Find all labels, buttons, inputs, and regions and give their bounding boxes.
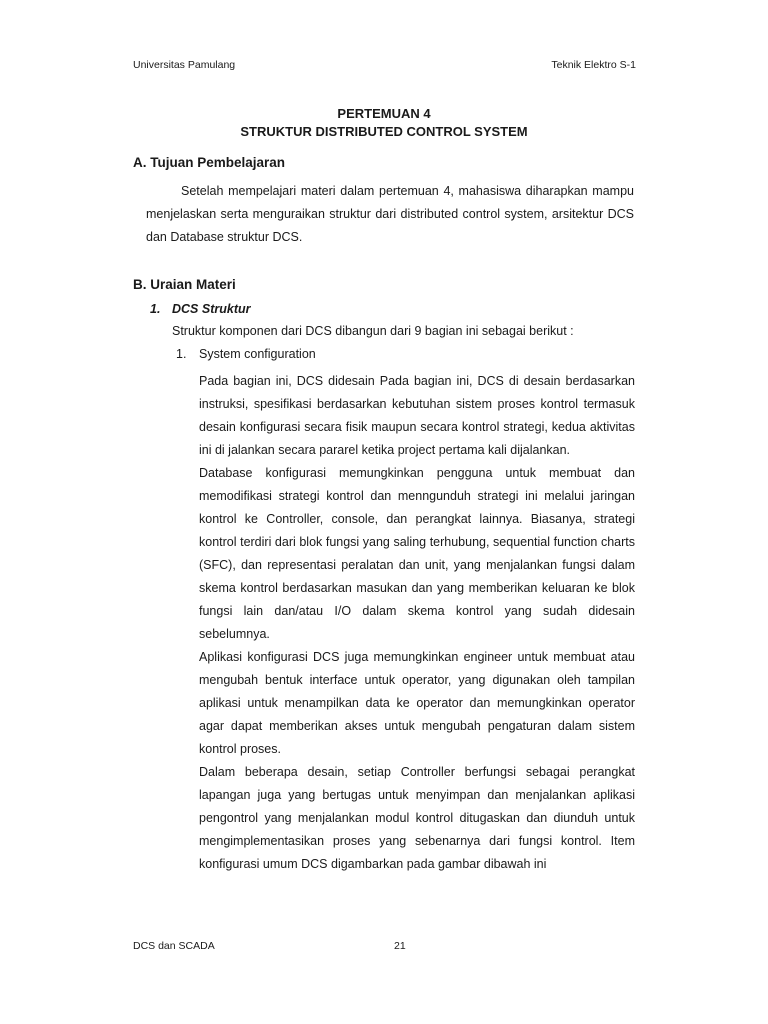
title-meeting: PERTEMUAN 4 (337, 106, 431, 121)
list-item-number: 1. (176, 347, 187, 361)
page-title (0, 105, 768, 141)
subsection-heading (150, 302, 250, 316)
subsection-number: 1. (150, 302, 161, 316)
page-number: 21 (394, 940, 406, 952)
body-paragraph: Pada bagian ini, DCS didesain Pada bagian ini, DCS di desain berdasarkan instruksi, spesifikasi berdasarkan kebutuhan sistem proses kontrol termasuk desain konfigurasi secara fisik maupun secara kontrol strategi, kedua aktivitas ini di jalankan secara pararel ketika project pertama kali dijalankan. (199, 374, 635, 457)
section-b-heading: B. Uraian Materi (133, 277, 236, 292)
list-item-heading (176, 347, 316, 361)
page-header (133, 59, 636, 71)
section-a-heading: A. Tujuan Pembelajaran (133, 155, 286, 170)
section-a-paragraph: Setelah mempelajari materi dalam pertemuan 4, mahasiswa diharapkan mampu menjelaskan serta menguraikan struktur dari distributed control system, arsitektur DCS dan Database struktur DCS. (146, 184, 634, 244)
list-item-body (199, 370, 635, 876)
header-institution: Universitas Pamulang (133, 59, 236, 71)
subsection-title: DCS Struktur (172, 302, 251, 316)
body-paragraph: Dalam beberapa desain, setiap Controller berfungsi sebagai perangkat lapangan juga yang bertugas untuk menyimpan dan menjalankan aplikasi pengontrol yang menjalankan modul kontrol ditugaskan dan diunduh untuk mengimplementasikan proses yang sebenarnya dari fungsi kontrol. Item konfigurasi umum DCS digambarkan pada gambar dibawah ini (199, 765, 635, 871)
title-topic: STRUKTUR DISTRIBUTED CONTROL SYSTEM (240, 124, 528, 139)
header-program: Teknik Elektro S-1 (551, 59, 636, 71)
list-item-title: System configuration (199, 347, 316, 361)
footer-course: DCS dan SCADA (133, 940, 215, 952)
subsection-intro: Struktur komponen dari DCS dibangun dari 9 bagian ini sebagai berikut : (172, 324, 574, 338)
body-paragraph: Database konfigurasi memungkinkan pengguna untuk membuat dan memodifikasi strategi kontrol dan menngunduh strategi ini melalui jaringan kontrol ke Controller, console, dan perangkat lainnya. Biasanya, strategi kontrol terdiri dari blok fungsi yang saling terhubung, sequential function charts (SFC), dan representasi peralatan dan unit, yang menjalankan fungsi dalam skema kontrol berdasarkan masukan dan yang memberikan keluaran ke blok fungsi lain dan/atau I/O dalam skema kontrol yang sudah didesain sebelumnya. (199, 466, 635, 641)
body-paragraph: Aplikasi konfigurasi DCS juga memungkinkan engineer untuk membuat atau mengubah bentuk interface untuk operator, yang digunakan oleh tampilan aplikasi untuk menampilkan data ke operator dan memungkinkan operator agar dapat memberikan akses untuk mengubah pengaturan dalam sistem kontrol proses. (199, 650, 635, 756)
